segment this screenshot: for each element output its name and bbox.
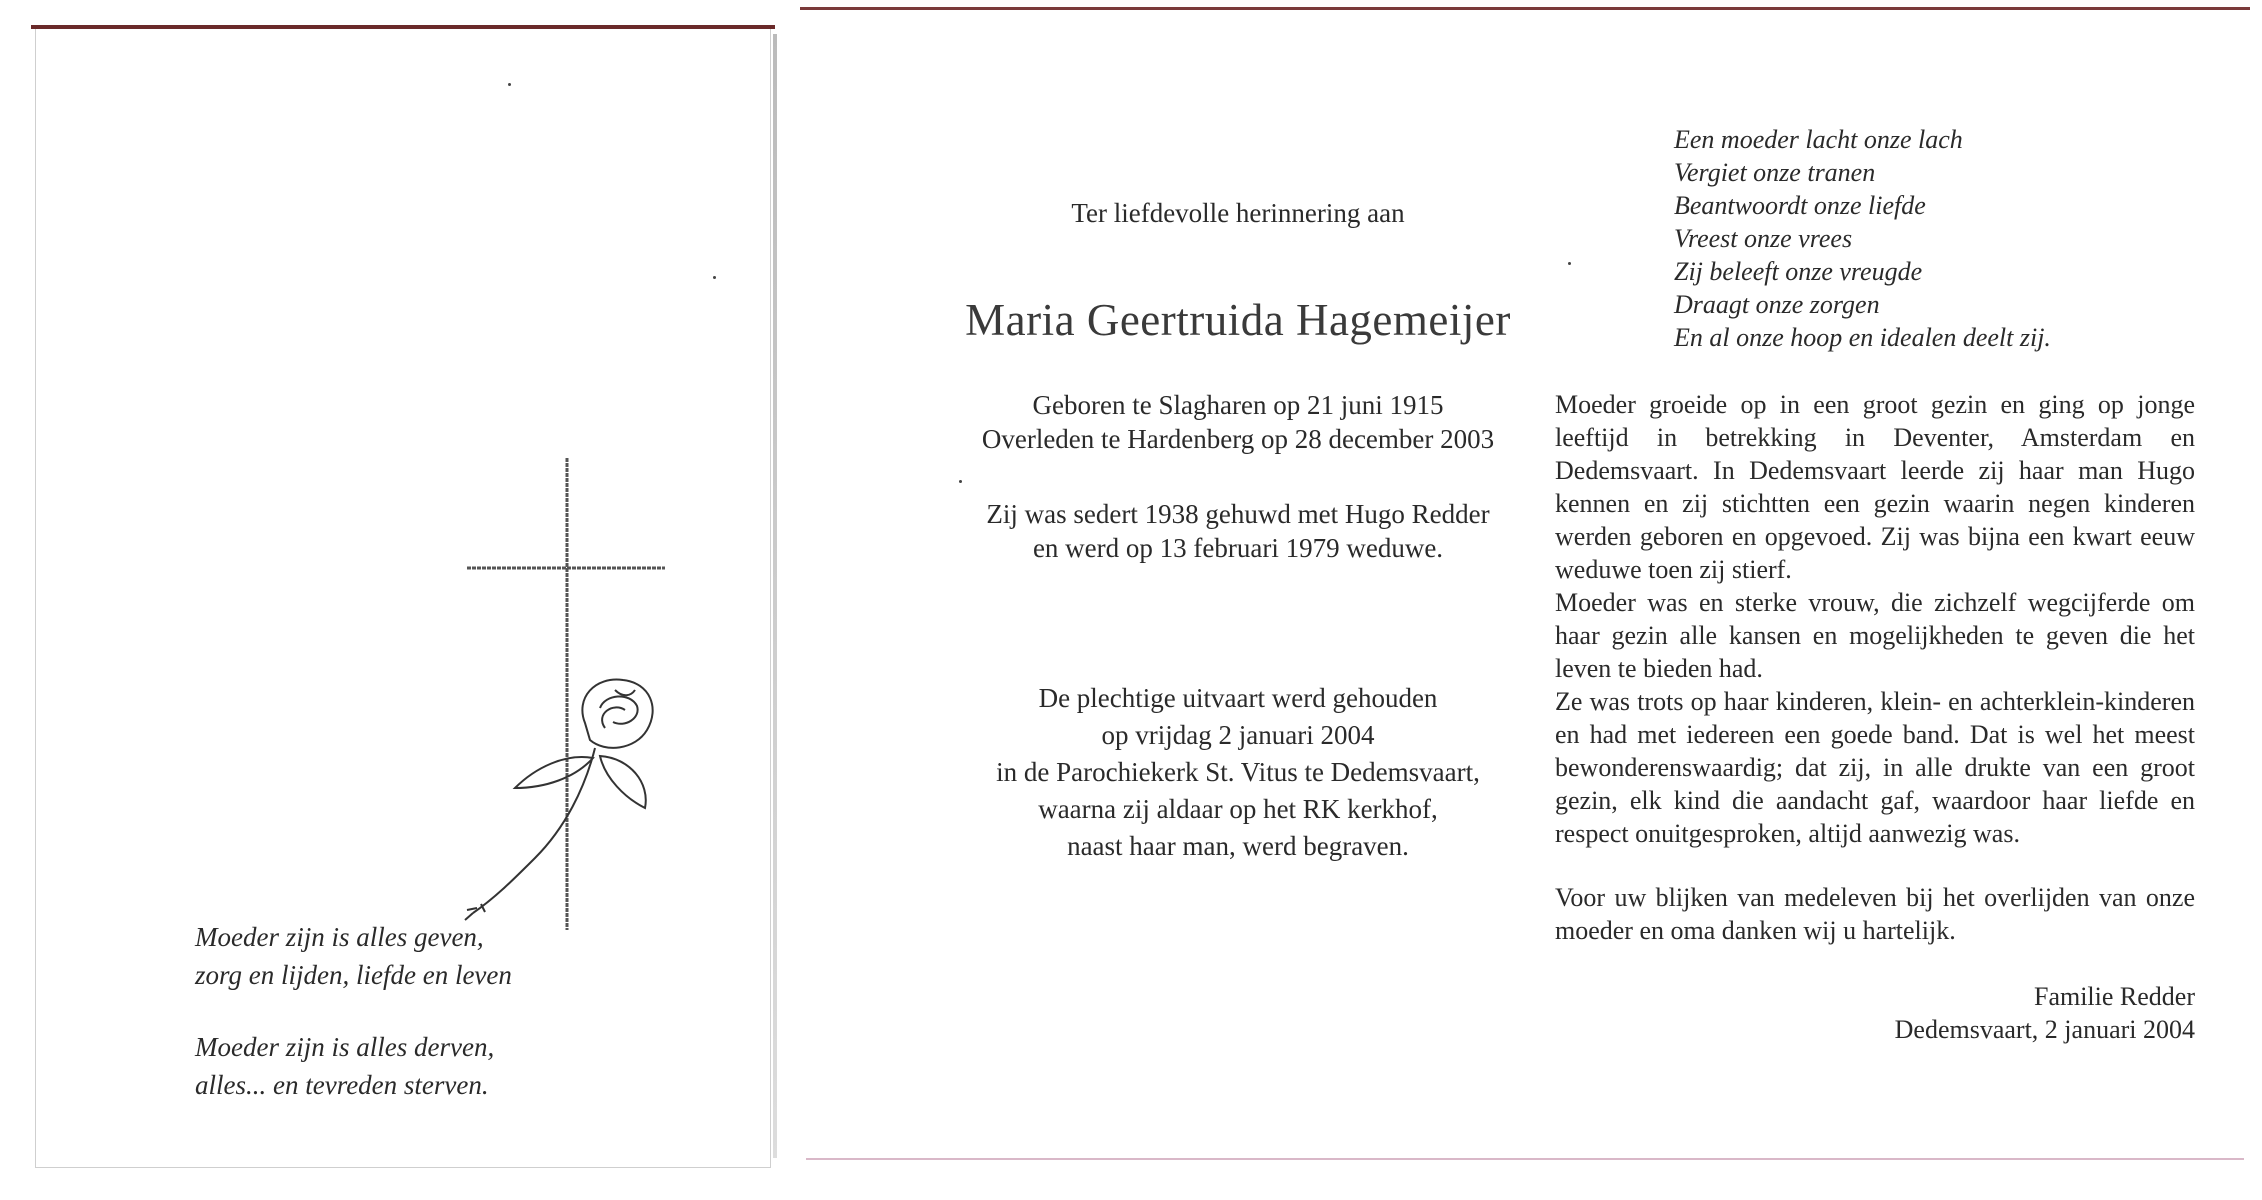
signature-place-date: Dedemsvaart, 2 januari 2004 bbox=[1894, 1015, 2195, 1044]
poem-line: Vergiet onze tranen bbox=[1674, 158, 1876, 187]
scan-speck bbox=[713, 276, 716, 279]
birth-death-dates bbox=[788, 388, 1688, 456]
biography bbox=[1555, 388, 2195, 850]
front-poem-line: Moeder zijn is alles derven, bbox=[195, 1032, 495, 1062]
cross-with-rose-illustration bbox=[455, 458, 695, 958]
poem-line: Draagt onze zorgen bbox=[1674, 290, 1880, 319]
funeral-line: in de Parochiekerk St. Vitus te Dedemsvaart, bbox=[996, 757, 1480, 787]
biography-paragraph: Ze was trots op haar kinderen, klein- en achterklein-kinderen en had met iedereen een goede band. Dat is wel het meest bewonderenswaardig; dat zij, in alle drukte van een groot gezin, elk kind die aandacht gaf, waardoor haar liefde en respect onuitgesproken, altijd aanwezig was. bbox=[1555, 687, 2195, 848]
scan-speck bbox=[508, 83, 511, 86]
poem-line: Vreest onze vrees bbox=[1674, 224, 1853, 253]
funeral-line: waarna zij aldaar op het RK kerkhof, bbox=[1038, 794, 1438, 824]
scan-speck bbox=[1568, 262, 1571, 265]
cross-icon bbox=[467, 458, 665, 930]
marriage-line: Zij was sedert 1938 gehuwd met Hugo Redder bbox=[986, 499, 1490, 529]
funeral-line: op vrijdag 2 januari 2004 bbox=[1101, 720, 1375, 750]
front-card bbox=[35, 28, 771, 1168]
funeral-line: naast haar man, werd begraven. bbox=[1067, 831, 1409, 861]
poem-line: Beantwoordt onze liefde bbox=[1674, 191, 1926, 220]
funeral-line: De plechtige uitvaart werd gehouden bbox=[1038, 683, 1438, 713]
rose-icon bbox=[465, 680, 653, 920]
signature-family: Familie Redder bbox=[2033, 982, 2195, 1011]
poem-line: En al onze hoop en idealen deelt zij. bbox=[1674, 323, 2051, 352]
poem-line: Een moeder lacht onze lach bbox=[1674, 125, 1963, 154]
funeral-info bbox=[788, 680, 1688, 865]
biography-paragraph: Moeder groeide op in een groot gezin en ging op jonge leeftijd in betrekking in Deventer, Amsterdam en Dedemsvaart. In Dedemsvaart leerde zij haar man Hugo kennen en zij stichtten een gezin waarin negen kinderen werden geboren en opgevoed. Zij was bijna een kwart eeuw weduwe toen zij stierf. bbox=[1555, 390, 2195, 584]
signature bbox=[1700, 980, 2195, 1046]
front-poem-stanza bbox=[195, 1028, 512, 1104]
marriage-info bbox=[788, 497, 1688, 565]
inside-poem bbox=[1674, 123, 2051, 354]
thanks-text: Voor uw blijken van medeleven bij het overlijden van onze moeder en oma danken wij u hartelijk. bbox=[1555, 883, 2195, 945]
born-line: Geboren te Slagharen op 21 juni 1915 bbox=[1032, 390, 1444, 420]
front-poem bbox=[195, 918, 512, 1138]
died-line: Overleden te Hardenberg op 28 december 2003 bbox=[981, 424, 1495, 454]
biography-paragraph: Moeder was en sterke vrouw, die zichzelf wegcijferde om haar gezin alle kansen en mogelijkheden te geven die het leven te bieden had. bbox=[1555, 588, 2195, 683]
marriage-line: en werd op 13 februari 1979 weduwe. bbox=[1032, 533, 1444, 563]
front-poem-stanza bbox=[195, 918, 512, 994]
front-poem-line: zorg en lijden, liefde en leven bbox=[195, 960, 512, 990]
deceased-name: Maria Geertruida Hagemeijer bbox=[965, 295, 1511, 345]
poem-line: Zij beleeft onze vreugde bbox=[1674, 257, 1923, 286]
scan-speck bbox=[959, 480, 962, 483]
front-poem-line: Moeder zijn is alles geven, bbox=[195, 922, 484, 952]
intro-text: Ter liefdevolle herinnering aan bbox=[1071, 198, 1405, 228]
front-poem-line: alles... en tevreden sterven. bbox=[195, 1070, 489, 1100]
